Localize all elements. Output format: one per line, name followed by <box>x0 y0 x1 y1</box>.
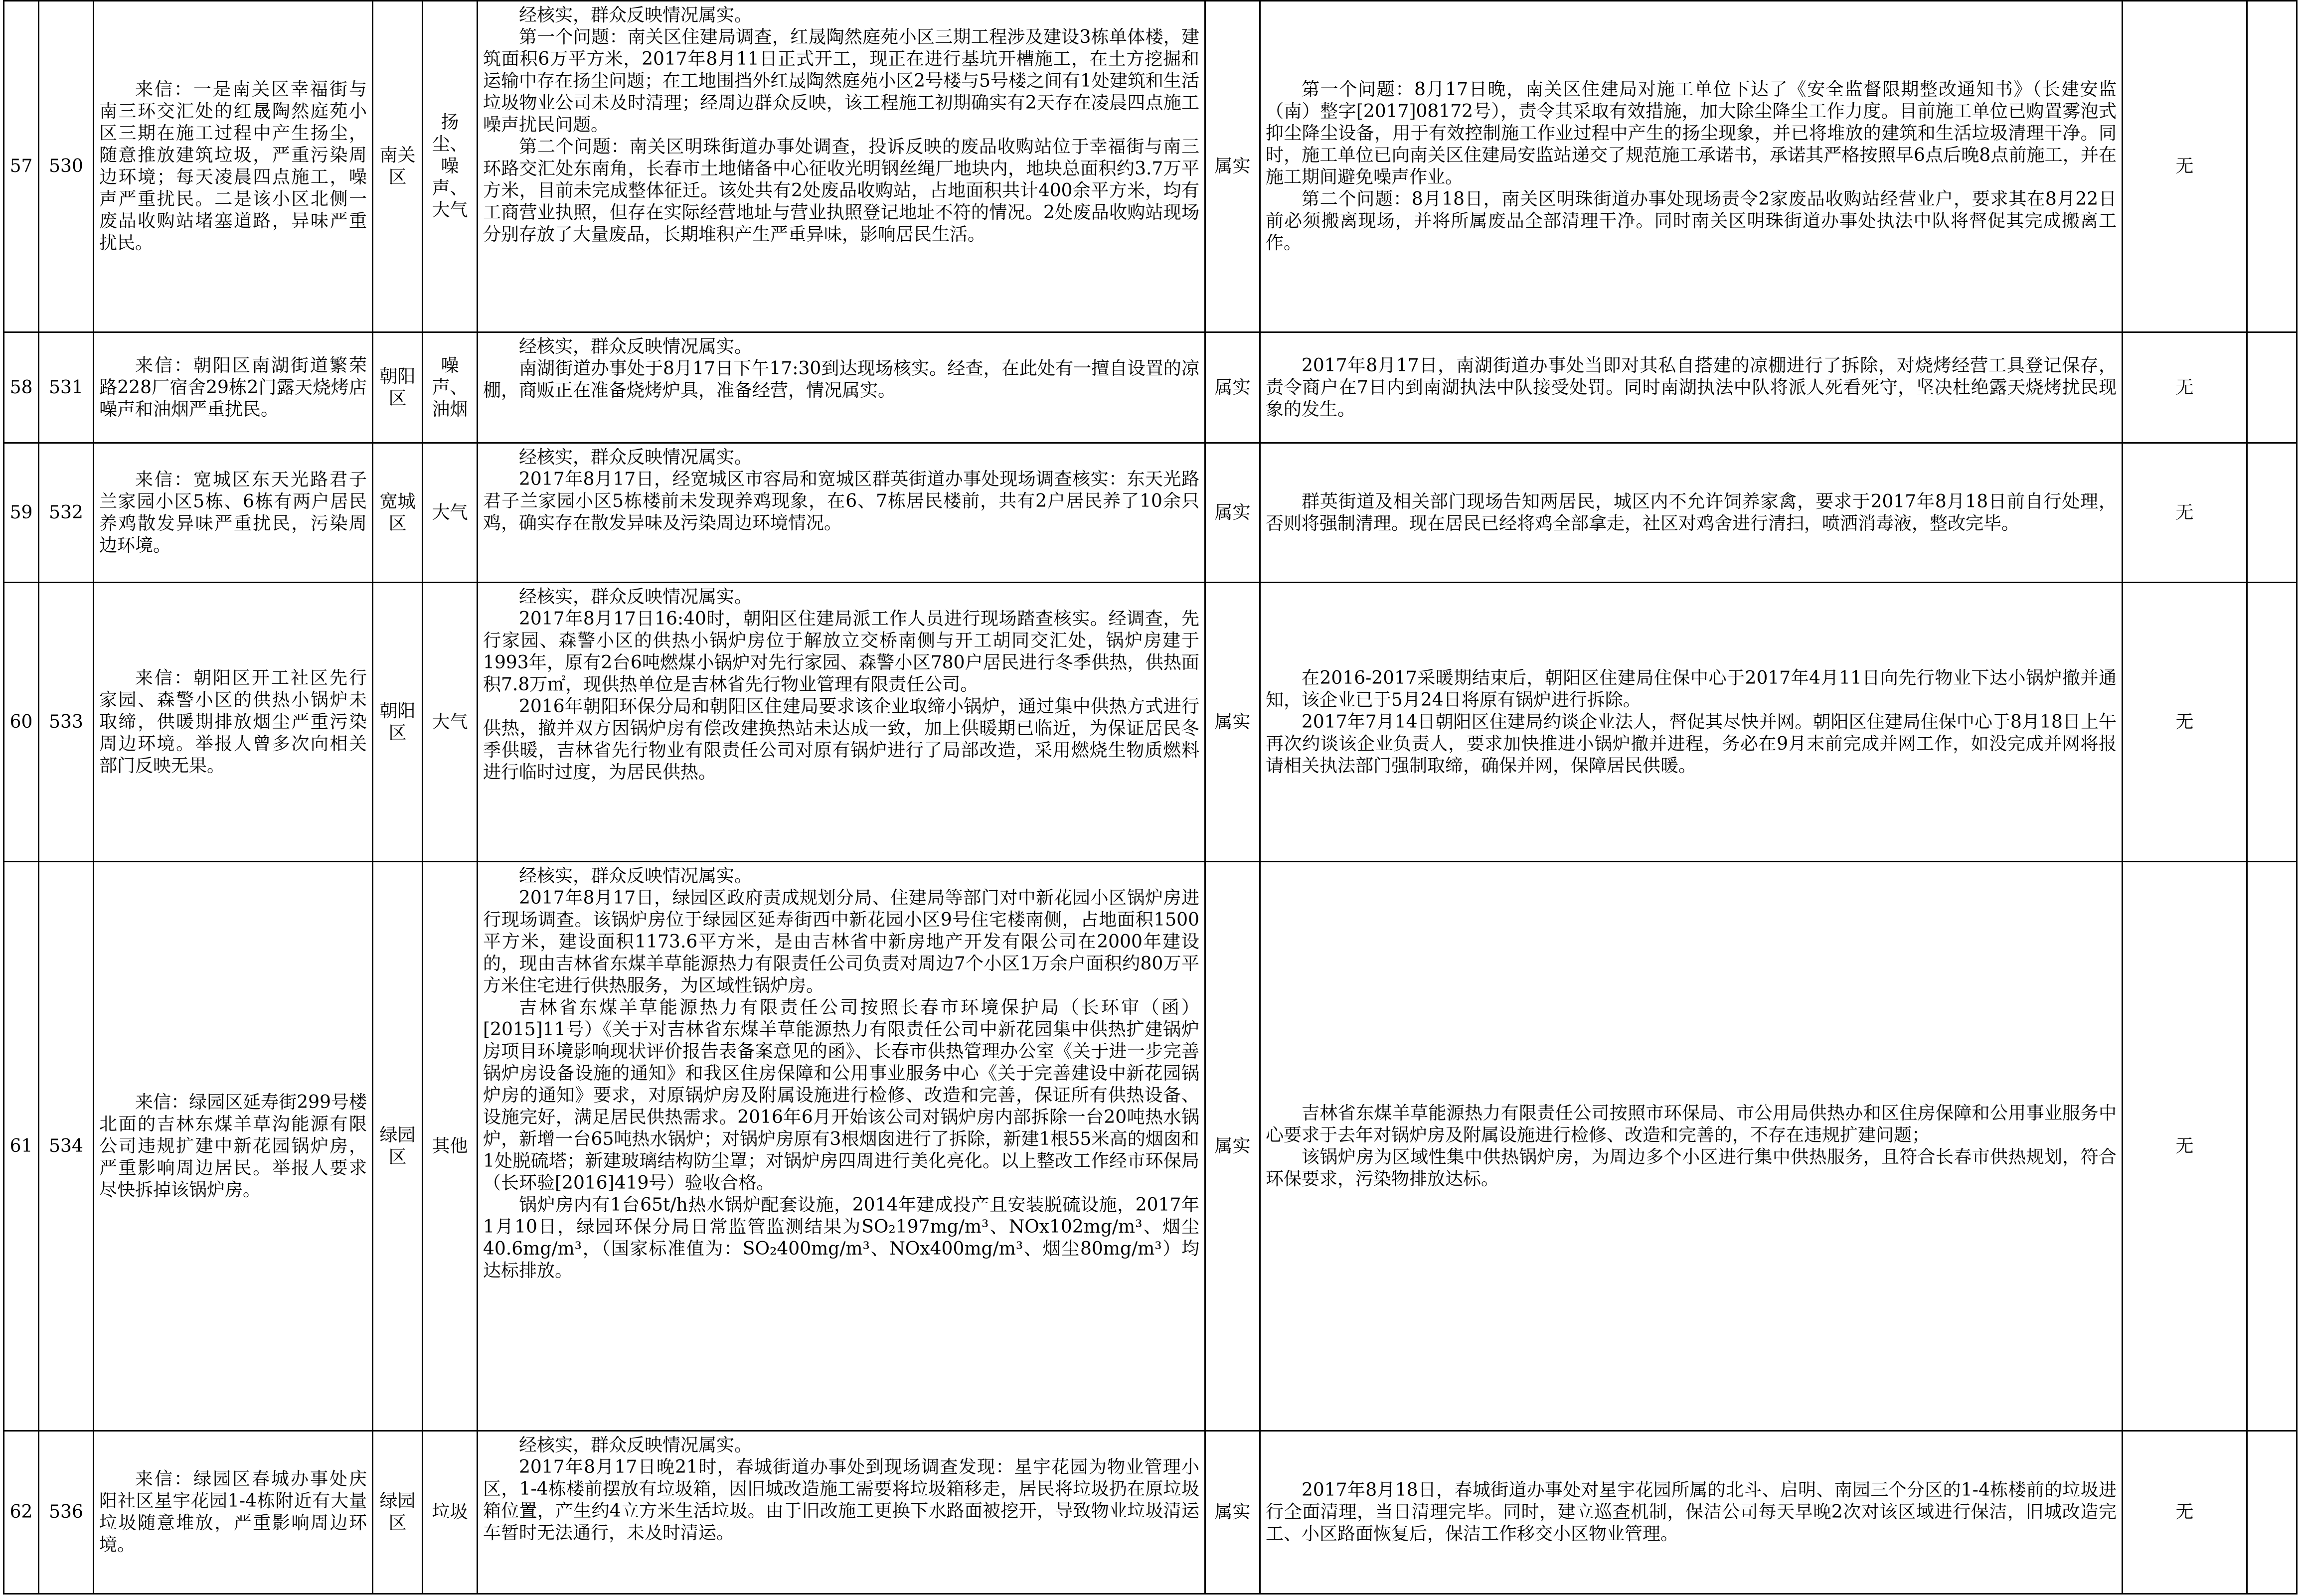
complaint-letter-paragraph: 来信：绿园区春城办事处庆阳社区星宇花园1-4栋附近有大量垃圾随意堆放，严重影响周边环境。 <box>99 1469 367 1555</box>
accountability: 无 <box>2123 1 2247 332</box>
handling-result <box>1260 583 2123 862</box>
verification-details <box>478 332 1205 443</box>
accountability: 无 <box>2123 1431 2247 1594</box>
case-number: 536 <box>39 1431 94 1594</box>
verdict: 属实 <box>1205 583 1260 862</box>
district: 绿园区 <box>373 1431 423 1594</box>
complaint-table <box>3 0 2298 1595</box>
row-index: 58 <box>4 332 39 443</box>
accountability: 无 <box>2123 583 2247 862</box>
complaint-letter-paragraph: 来信：朝阳区南湖街道繁荣路228厂宿舍29栋2门露天烧烤店噪声和油烟严重扰民。 <box>99 355 367 420</box>
handling-result <box>1260 443 2123 583</box>
case-number: 534 <box>39 862 94 1431</box>
verification-details-paragraph: 2017年8月17日晚21时，春城街道办事处到现场调查发现：星宇花园为物业管理小区，1-4栋楼前摆放有垃圾箱，因旧城改造施工需要将垃圾箱移走，居民将垃圾扔在原垃圾箱位置，产生约4立方米生活垃圾。由于旧改施工更换下水路面被挖开，导致物业垃圾清运车暂时无法通行，未及时清运。 <box>483 1457 1199 1543</box>
verification-details <box>478 583 1205 862</box>
blank-cell <box>2247 1431 2297 1594</box>
handling-result-paragraph: 第二个问题：8月18日，南关区明珠街道办事处现场责令2家废品收购站经营业户，要求其在8月22日前必须搬离现场，并将所属废品全部清理干净。同时南关区明珠街道办事处执法中队将督促其完成搬离工作。 <box>1266 189 2117 253</box>
pollution-type: 大气 <box>423 583 478 862</box>
case-number: 531 <box>39 332 94 443</box>
blank-cell <box>2247 332 2297 443</box>
table-row <box>4 1 2297 332</box>
verdict: 属实 <box>1205 443 1260 583</box>
verification-details-paragraph: 吉林省东煤羊草能源热力有限责任公司按照长春市环境保护局（长环审（函）[2015]11号）《关于对吉林省东煤羊草能源热力有限责任公司中新花园集中供热扩建锅炉房项目环境影响现状评价报告表备案意见的函》、长春市供热管理办公室《关于进一步完善锅炉房设备设施的通知》和我区住房保障和公用事业服务中心《关于完善建设中新花园锅炉房的通知》要求，对原锅炉房及附属设施进行检修、改造和完善，保证所有供热设备、设施完好，满足居民供热需求。2016年6月开始该公司对锅炉房内部拆除一台20吨热水锅炉，新增一台65吨热水锅炉；对锅炉房原有3根烟囱进行了拆除，新建1根55米高的烟囱和1处脱硫塔；新建玻璃结构防尘罩；对锅炉房四周进行美化亮化。以上整改工作经市环保局（长环验[2016]419号）验收合格。 <box>483 997 1199 1193</box>
verification-details-paragraph: 经核实，群众反映情况属实。 <box>519 5 753 25</box>
row-index: 62 <box>4 1431 39 1594</box>
verification-details <box>478 862 1205 1431</box>
blank-cell <box>2247 1 2297 332</box>
pollution-type: 噪声、油烟 <box>423 332 478 443</box>
accountability: 无 <box>2123 332 2247 443</box>
verdict: 属实 <box>1205 1 1260 332</box>
district: 绿园区 <box>373 862 423 1431</box>
handling-result-paragraph: 群英街道及相关部门现场告知两居民，城区内不允许饲养家禽，要求于2017年8月18日前自行处理，否则将强制清理。现在居民已经将鸡全部拿走，社区对鸡舍进行清扫，喷洒消毒液，整改完毕。 <box>1266 491 2117 534</box>
verification-details-paragraph: 锅炉房内有1台65t/h热水锅炉配套设施，2014年建成投产且安装脱硫设施，2017年1月10日，绿园环保分局日常监管监测结果为SO₂197mg/m³、NOx102mg/m³、烟尘40.6mg/m³，（国家标准值为：SO₂400mg/m³、NOx400mg/m³、烟尘80mg/m³）均达标排放。 <box>483 1195 1199 1281</box>
blank-cell <box>2247 862 2297 1431</box>
verification-details-paragraph: 经核实，群众反映情况属实。 <box>519 866 753 886</box>
verification-details-paragraph: 2017年8月17日16:40时，朝阳区住建局派工作人员进行现场踏查核实。经调查，先行家园、森警小区的供热小锅炉房位于解放立交桥南侧与开工胡同交汇处，锅炉房建于1993年，原有2台6吨燃煤小锅炉对先行家园、森警小区780户居民进行冬季供热，供热面积7.8万㎡，现供热单位是吉林省先行物业管理有限责任公司。 <box>483 609 1199 695</box>
verification-details <box>478 1 1205 332</box>
complaint-letter-paragraph: 来信：绿园区延寿街299号楼北面的吉林东煤羊草沟能源有限公司违规扩建中新花园锅炉房，严重影响周边居民。举报人要求尽快拆掉该锅炉房。 <box>99 1092 367 1200</box>
handling-result-paragraph: 吉林省东煤羊草能源热力有限责任公司按照市环保局、市公用局供热办和区住房保障和公用事业服务中心要求于去年对锅炉房及附属设施进行检修、改造和完善的，不存在违规扩建问题； <box>1266 1103 2117 1145</box>
pollution-type: 垃圾 <box>423 1431 478 1594</box>
complaint-letter <box>94 1431 373 1594</box>
verification-details-paragraph: 第二个问题：南关区明珠街道办事处调查，投诉反映的废品收购站位于幸福街与南三环路交汇处东南角，长春市土地储备中心征收光明钢丝绳厂地块内，地块总面积约3.7万平方米，目前未完成整体征迁。该处共有2处废品收购站，占地面积共计400余平方米，均有工商营业执照，但存在实际经营地址与营业执照登记地址不符的情况。2处废品收购站现场分别存放了大量废品，长期堆积产生严重异味，影响居民生活。 <box>483 137 1199 245</box>
district: 南关区 <box>373 1 423 332</box>
table-row <box>4 332 2297 443</box>
verification-details <box>478 443 1205 583</box>
table-row <box>4 443 2297 583</box>
complaint-letter <box>94 1 373 332</box>
verdict: 属实 <box>1205 332 1260 443</box>
blank-cell <box>2247 583 2297 862</box>
verdict: 属实 <box>1205 862 1260 1431</box>
verification-details <box>478 1431 1205 1594</box>
pollution-type: 扬尘、噪声、大气 <box>423 1 478 332</box>
verification-details-paragraph: 2017年8月17日，绿园区政府责成规划分局、住建局等部门对中新花园小区锅炉房进行现场调查。该锅炉房位于绿园区延寿街西中新花园小区9号住宅楼南侧，占地面积1500平方米，建设面积1173.6平方米，是由吉林省中新房地产开发有限公司在2000年建设的，现由吉林省东煤羊草能源热力有限责任公司负责对周边7个小区1万余户面积约80万平方米住宅进行供热服务，为区域性锅炉房。 <box>483 888 1199 996</box>
handling-result-paragraph: 2017年8月18日，春城街道办事处对星宇花园所属的北斗、启明、南园三个分区的1-4栋楼前的垃圾进行全面清理，当日清理完毕。同时，建立巡查机制，保洁公司每天早晚2次对该区域进行保洁，旧城改造完工、小区路面恢复后，保洁工作移交小区物业管理。 <box>1266 1480 2117 1544</box>
verification-details-paragraph: 经核实，群众反映情况属实。 <box>519 587 753 607</box>
accountability: 无 <box>2123 862 2247 1431</box>
handling-result-paragraph: 第一个问题：8月17日晚，南关区住建局对施工单位下达了《安全监督限期整改通知书》（长建安监（南）整字[2017]08172号），责令其采取有效措施，加大除尘降尘工作力度。目前施工单位已购置雾泡式抑尘降尘设备，用于有效控制施工作业过程中产生的扬尘现象，并已将堆放的建筑和生活垃圾清理干净。同时，施工单位已向南关区住建局安监站递交了规范施工承诺书，承诺其严格按照早6点后晚8点前施工，并在施工期间避免噪声作业。 <box>1266 79 2117 187</box>
case-number: 532 <box>39 443 94 583</box>
row-index: 57 <box>4 1 39 332</box>
complaint-letter <box>94 332 373 443</box>
verification-details-paragraph: 南湖街道办事处于8月17日下午17:30到达现场核实。经查，在此处有一擅自设置的凉棚，商贩正在准备烧烤炉具，准备经营，情况属实。 <box>483 358 1199 401</box>
row-index: 61 <box>4 862 39 1431</box>
handling-result-paragraph: 2017年8月17日，南湖街道办事处当即对其私自搭建的凉棚进行了拆除，对烧烤经营工具登记保存，责令商户在7日内到南湖执法中队接受处罚。同时南湖执法中队将派人死看死守，坚决杜绝露天烧烤扰民现象的发生。 <box>1266 355 2117 420</box>
verification-details-paragraph: 经核实，群众反映情况属实。 <box>519 447 753 468</box>
handling-result <box>1260 332 2123 443</box>
complaint-letter-paragraph: 来信：宽城区东天光路君子兰家园小区5栋、6栋有两户居民养鸡散发异味严重扰民，污染周边环境。 <box>99 469 367 556</box>
verdict: 属实 <box>1205 1431 1260 1594</box>
handling-result <box>1260 1431 2123 1594</box>
table-row <box>4 583 2297 862</box>
case-number: 530 <box>39 1 94 332</box>
handling-result <box>1260 862 2123 1431</box>
complaint-letter <box>94 862 373 1431</box>
row-index: 60 <box>4 583 39 862</box>
verification-details-paragraph: 经核实，群众反映情况属实。 <box>519 1435 753 1455</box>
pollution-type: 大气 <box>423 443 478 583</box>
table-row <box>4 1431 2297 1594</box>
pollution-type: 其他 <box>423 862 478 1431</box>
verification-details-paragraph: 经核实，群众反映情况属实。 <box>519 336 753 357</box>
handling-result <box>1260 1 2123 332</box>
complaint-letter-paragraph: 来信：一是南关区幸福街与南三环交汇处的红晟陶然庭苑小区三期在施工过程中产生扬尘，随意推放建筑垃圾，严重污染周边环境；每天凌晨四点施工，噪声严重扰民。二是该小区北侧一废品收购站堵塞道路，异味严重扰民。 <box>99 79 367 253</box>
row-index: 59 <box>4 443 39 583</box>
verification-details-paragraph: 2016年朝阳环保分局和朝阳区住建局要求该企业取缔小锅炉，通过集中供热方式进行供热，撤并双方因锅炉房有偿改建换热站未达成一致，加上供暖期已临近，为保证居民冬季供暖，吉林省先行物业有限责任公司对原有锅炉进行了局部改造，采用燃烧生物质燃料进行临时过度，为居民供热。 <box>483 696 1199 783</box>
accountability: 无 <box>2123 443 2247 583</box>
district: 宽城区 <box>373 443 423 583</box>
district: 朝阳区 <box>373 332 423 443</box>
verification-details-paragraph: 第一个问题：南关区住建局调查，红晟陶然庭苑小区三期工程涉及建设3栋单体楼，建筑面积6万平方米，2017年8月11日正式开工，现正在进行基坑开槽施工，在土方挖掘和运输中存在扬尘问题；在工地围挡外红晟陶然庭苑小区2号楼与5号楼之间有1处建筑和生活垃圾物业公司未及时清理；经周边群众反映，该工程施工初期确实有2天存在凌晨四点施工噪声扰民问题。 <box>483 27 1199 135</box>
verification-details-paragraph: 2017年8月17日，经宽城区市容局和宽城区群英街道办事处现场调查核实：东天光路君子兰家园小区5栋楼前未发现养鸡现象，在6、7栋居民楼前，共有2户居民养了10余只鸡，确实存在散发异味及污染周边环境情况。 <box>483 469 1199 533</box>
blank-cell <box>2247 443 2297 583</box>
complaint-letter <box>94 583 373 862</box>
district: 朝阳区 <box>373 583 423 862</box>
complaint-letter-paragraph: 来信：朝阳区开工社区先行家园、森警小区的供热小锅炉未取缔，供暖期排放烟尘严重污染周边环境。举报人曾多次向相关部门反映无果。 <box>99 667 367 776</box>
complaint-letter <box>94 443 373 583</box>
handling-result-paragraph: 该锅炉房为区域性集中供热锅炉房，为周边多个小区进行集中供热服务，且符合长春市供热规划，符合环保要求，污染物排放达标。 <box>1266 1146 2117 1189</box>
case-number: 533 <box>39 583 94 862</box>
table-row <box>4 862 2297 1431</box>
handling-result-paragraph: 在2016-2017采暖期结束后，朝阳区住建局住保中心于2017年4月11日向先行物业下达小锅炉撤并通知，该企业已于5月24日将原有锅炉进行拆除。 <box>1266 667 2117 710</box>
handling-result-paragraph: 2017年7月14日朝阳区住建局约谈企业法人，督促其尽快并网。朝阳区住建局住保中心于8月18日上午再次约谈该企业负责人，要求加快推进小锅炉撤并进程，务必在9月末前完成并网工作，如没完成并网将报请相关执法部门强制取缔，确保并网，保障居民供暖。 <box>1266 711 2117 776</box>
